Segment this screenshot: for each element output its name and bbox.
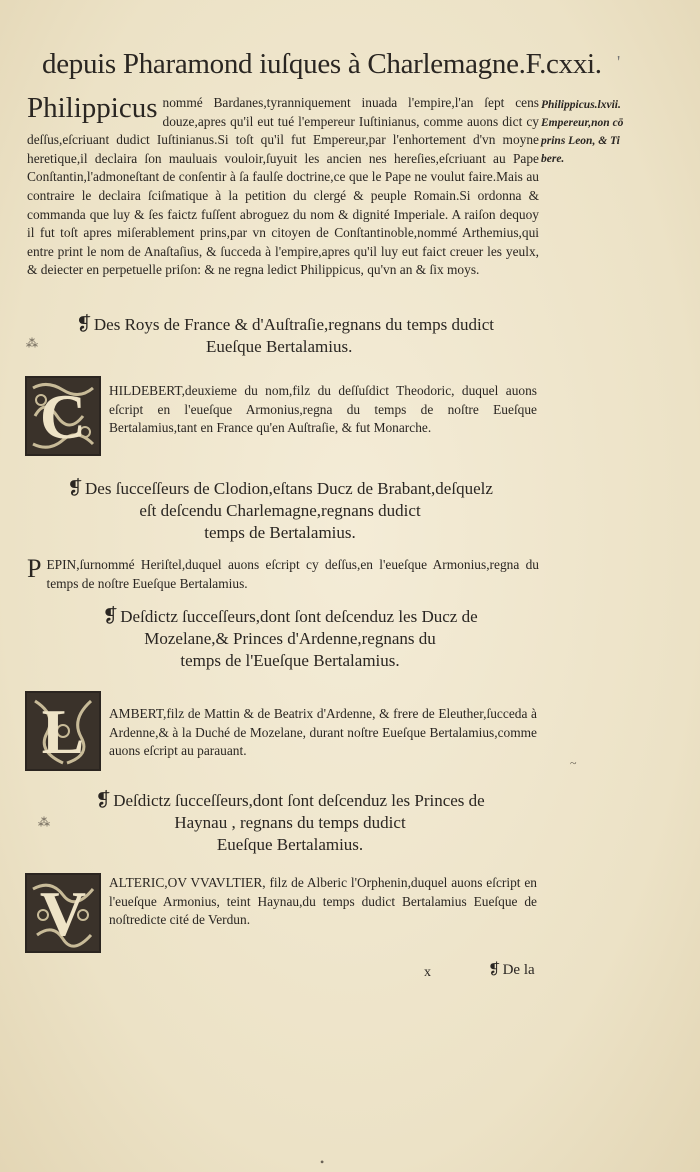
- margin-note-line: prins Leon, & Ti: [541, 135, 620, 147]
- running-title: depuis Pharamond iuſques à Charlemagne.F.cxxi.: [42, 48, 602, 80]
- pilcrow-icon: ❡: [75, 314, 92, 335]
- print-fleck-icon: ~: [570, 756, 577, 770]
- paragraph-pepin: [27, 556, 539, 593]
- print-fleck-icon: ⁂: [38, 815, 50, 829]
- heading-line: Deſdictz ſucceſſeurs,dont ſont deſcenduz les Ducz de: [120, 607, 478, 626]
- margin-note: [541, 96, 671, 168]
- lead-word: Philippicus: [27, 92, 158, 124]
- margin-note-line: Philippicus.lxvii.: [541, 99, 621, 111]
- paragraph-text: EPIN,ſurnommé Heriſtel,duquel auons eſcript cy deſſus,en l'eueſque Armonius,regna du temps de noſtre Eueſque Bertalamius.: [46, 557, 539, 591]
- section-heading-roys: [60, 314, 510, 358]
- heading-line: Mozelane,& Princes d'Ardenne,regnans du: [144, 629, 436, 648]
- paragraph-philippicus: [27, 94, 539, 280]
- initial-letter: C: [39, 381, 87, 452]
- heading-line: temps de l'Eueſque Bertalamius.: [180, 651, 400, 670]
- pilcrow-icon: ❡: [95, 790, 112, 811]
- paragraph-walteric: ALTERIC,OV VVAVLTIER, filz de Alberic l'Orphenin,duquel auons eſcript en l'eueſque Armonius, teint Haynau,du temps dudict Bertalamius Eueſque de noſtredicte cité de Verdun.: [109, 875, 537, 928]
- decorated-initial-l: [25, 691, 101, 771]
- pilcrow-icon: ❡: [102, 606, 119, 627]
- section-heading-clodion: [50, 478, 510, 544]
- page-mark: ': [617, 52, 621, 72]
- paragraph-text: nommé Bardanes,tyranniquement inuada l'empire,l'an ſept cens douze,apres qu'il eut tué l'empereur Iuſtinianus, comme auons dict cy deſſus,eſcriuant dudict Iuſtinianus.Si toſt qu'il fut Empereur,par l'enhortement d'vn moyne heretique,il declaira ſon mauluais vouloir,ſuyuit les ancien nes hereſies,eſcriuant au Pape Conſtantin,l'admoneſtant de conſentir à ſa faulſe doctrine,ce que le Pape ne voulut faire.Mais au contraire le declaira ſciſmatique à la petition du clergé & peuple Romain.Si ordonna & commanda que luy & ſes faictz fuſſent abroguez du nom & dignité Imperiale. A raiſon dequoy il fut toſt apres miſerablement prins,par vn citoyen de Conſtantinoble,nommé Arthemius,qui entre print le nom de Anaſtaſius, & ſucceda à l'empire,apres qu'il luy eut faict creuer les yeulx, & deiecter en perpetuelle priſon: & ne regna ledict Philippicus, qu'vn an & ſix moys.: [27, 95, 539, 278]
- heading-line: eſt deſcendu Charlemagne,regnans dudict: [139, 501, 421, 520]
- heading-line: Des Roys de France & d'Auſtraſie,regnans du temps dudict: [93, 315, 495, 334]
- print-fleck-icon: ⁂: [26, 336, 38, 350]
- heading-line: temps de Bertalamius.: [204, 523, 356, 542]
- section-heading-mozelane: [80, 606, 500, 672]
- pilcrow-icon: ❡: [488, 962, 501, 978]
- margin-note-line: Empereur,non cō: [541, 117, 624, 129]
- decorated-initial-v: [25, 873, 101, 953]
- heading-line: Haynau , regnans du temps dudict: [174, 813, 406, 832]
- heading-line: Des ſucceſſeurs de Clodion,eſtans Ducz de Brabant,deſquelz: [85, 479, 493, 498]
- paragraph-lambert: AMBERT,filz de Mattin & de Beatrix d'Ardenne, & frere de Eleuther,ſucceda à Ardenne,& à la Duché de Mozelane, durant noſtre Eueſque Bertalamius,comme auons eſcript au parauant.: [109, 706, 537, 759]
- decorated-initial-c: [25, 376, 101, 456]
- heading-line: Deſdictz ſucceſſeurs,dont ſont deſcenduz les Princes de: [113, 791, 485, 810]
- initial-letter: P: [27, 554, 42, 583]
- initial-letter: V: [39, 878, 87, 949]
- catchword-text: De la: [502, 962, 535, 978]
- heading-line: Eueſque Bertalamius.: [216, 835, 364, 854]
- heading-line: Eueſque Bertalamius.: [206, 337, 353, 356]
- signature-mark: x: [424, 965, 431, 980]
- print-fleck-icon: •: [320, 1155, 325, 1169]
- section-heading-haynau: [80, 790, 500, 856]
- catchword: [488, 960, 535, 979]
- initial-letter: L: [41, 696, 85, 767]
- paragraph-childebert: HILDEBERT,deuxieme du nom,filz du deſſuſdict Theodoric, duquel auons eſcript en l'eueſque Armonius,regna du temps de noſtre Eueſque Bertalamius,tant en France qu'en Auſtraſie, & fut Monarche.: [109, 383, 537, 436]
- margin-note-line: bere.: [541, 153, 565, 165]
- pilcrow-icon: ❡: [67, 478, 84, 499]
